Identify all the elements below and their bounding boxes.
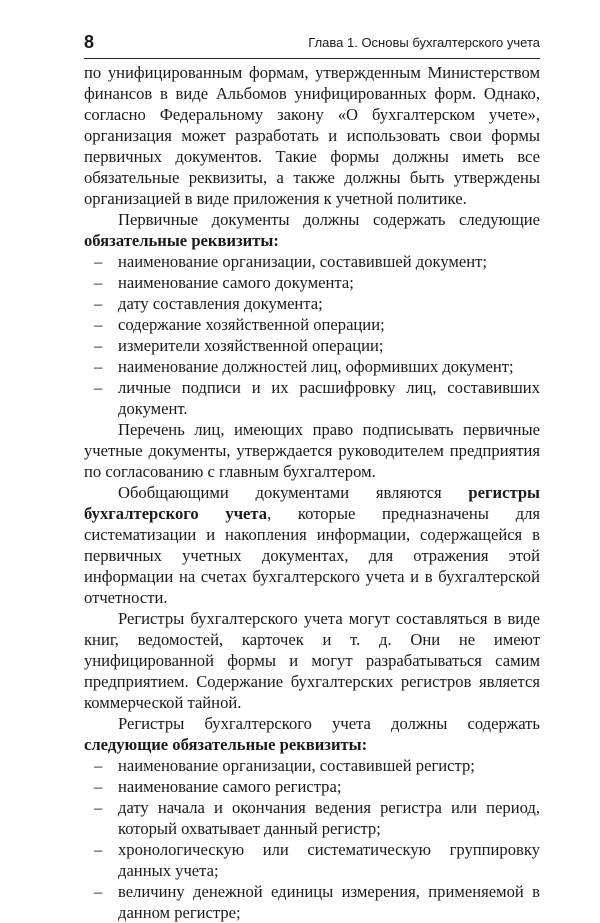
page-header	[84, 30, 540, 59]
paragraph-3: Перечень лиц, имеющих право подписывать первичные учетные документы, утверждается руководителем предприятия по согласованию с главным бухгалтером.	[84, 420, 540, 481]
running-title: Глава 1. Основы бухгалтерского учета	[308, 35, 540, 50]
list-item: – наименование самого документа;	[84, 272, 540, 293]
list-item: – хронологическую или систематическую группировку данных учета;	[84, 839, 540, 881]
list-item: – наименование должностей лиц, оформивших документ;	[84, 356, 540, 377]
paragraph-1: по унифицированным формам, утвержденным Министерством финансов в виде Альбомов унифицированных форм. Однако, согласно Федеральному закону «О бухгалтерском учете», организация может разработать и использовать свои формы первичных документов. Такие формы должны иметь все обязательные реквизиты, а также должны быть утверждены организацией в виде приложения к учетной политике.	[84, 63, 540, 208]
paragraph-4-text-2: , которые предназначены для систематизации и накопления информации, содержащейся в первичных учетных документах, для отражения этой информации на счетах бухгалтерского учета и в бухгалтерской отчетности.	[84, 504, 540, 607]
page-number: 8	[84, 32, 95, 52]
list-item: – величину денежной единицы измерения, применяемой в данном регистре;	[84, 881, 540, 923]
paragraph-4	[84, 482, 540, 608]
paragraph-2	[84, 209, 540, 251]
list-item: – наименование самого регистра;	[84, 776, 540, 797]
page-body	[84, 62, 540, 923]
paragraph-2-text: Первичные документы должны содержать следующие	[118, 210, 540, 229]
list-item: – наименование организации, составившей регистр;	[84, 755, 540, 776]
list-item: – содержание хозяйственной операции;	[84, 314, 540, 335]
paragraph-6-text: Регистры бухгалтерского учета должны содержать	[118, 714, 540, 733]
list-item: – дату начала и окончания ведения регистра или период, который охватывает данный регистр;	[84, 797, 540, 839]
paragraph-2-bold: обязательные реквизиты:	[84, 231, 279, 250]
paragraph-6	[84, 713, 540, 755]
list-item: – измерители хозяйственной операции;	[84, 335, 540, 356]
required-attributes-list-registers	[84, 755, 540, 923]
paragraph-4-text-1: Обобщающими документами являются	[118, 483, 469, 502]
paragraph-5: Регистры бухгалтерского учета могут составляться в виде книг, ведомостей, карточек и т. д. Они не имеют унифицированной формы и могут разрабатываться самим предприятием. Содержание бухгалтерских регистров является коммерческой тайной.	[84, 609, 540, 712]
required-attributes-list-documents	[84, 251, 540, 419]
list-item: – наименование организации, составившей документ;	[84, 251, 540, 272]
list-item: – дату составления документа;	[84, 293, 540, 314]
paragraph-6-bold: следующие обязательные реквизиты:	[84, 735, 368, 754]
paragraph-4-bold: регистры бухгалтерского учета	[84, 483, 540, 523]
list-item: – личные подписи и их расшифровку лиц, составивших документ.	[84, 377, 540, 419]
